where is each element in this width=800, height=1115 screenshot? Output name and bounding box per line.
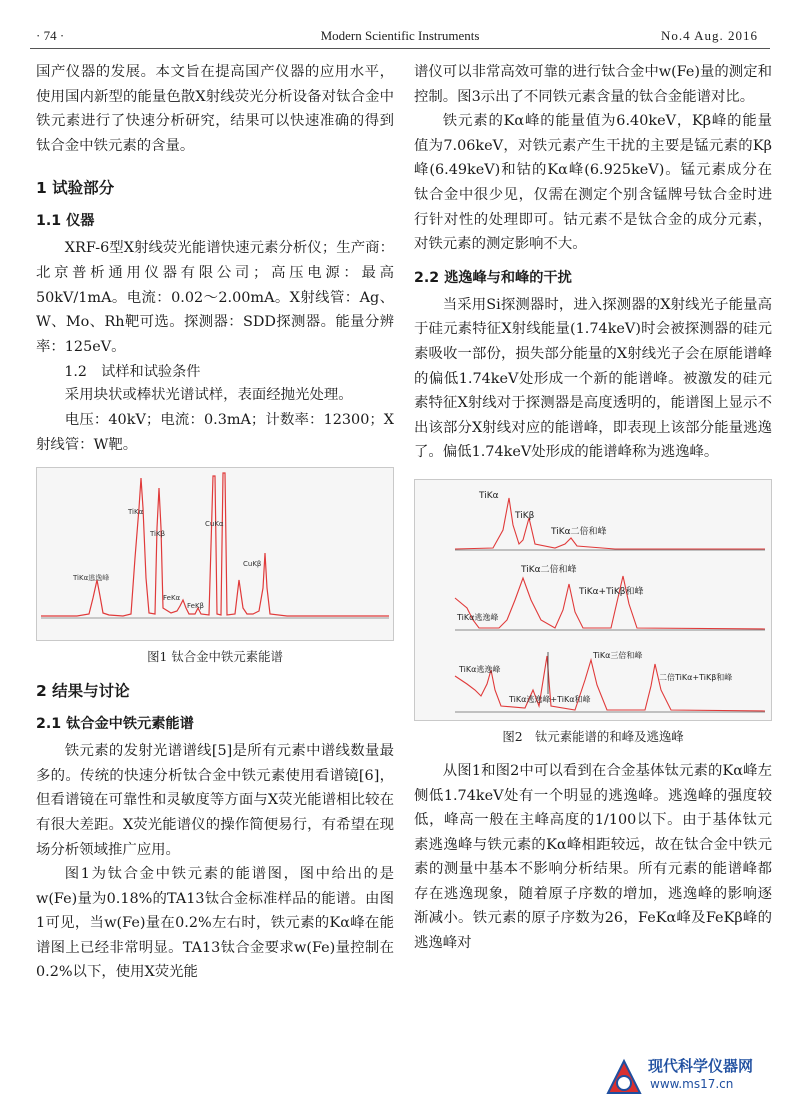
section-1-heading: 1 试验部分 bbox=[36, 179, 115, 198]
section-1-1-heading: 1.1 仪器 bbox=[36, 213, 95, 230]
fe-lines-paragraph: 铁元素的发射光谱谱线[5]是所有元素中谱线数量最多的。传统的快速分析钛合金中铁元素使用看谱镜[6]，但看谱镜在可靠性和灵敏度等方面与X荧光能谱相比较在有很大差距。X荧光能谱仪的操作简便易行，有希望在现场分析领域推广应用。 bbox=[36, 743, 394, 858]
right-column bbox=[414, 60, 772, 956]
fig2-p3-escsum: TiKα逃逸峰+TiKα和峰 bbox=[509, 694, 591, 704]
section-1-2-heading: 1.2 试样和试验条件 bbox=[64, 364, 201, 381]
fig1-label-cukb: CuKβ bbox=[243, 560, 262, 569]
fig1-label-tika: TiKα bbox=[128, 508, 144, 517]
fig2-panel1-line bbox=[455, 498, 765, 549]
fig1-label-tikb: TiKβ bbox=[150, 530, 166, 539]
page-header bbox=[30, 26, 770, 48]
continuation-paragraph: 谱仪可以非常高效可靠的进行钛合金中w(Fe)量的测定和控制。图3示出了不同铁元素含量的钛合金能谱对比。 bbox=[414, 64, 772, 105]
issue-info: No.4 Aug. 2016 bbox=[660, 28, 758, 43]
fig1-spectrum-line bbox=[41, 473, 389, 616]
left-column bbox=[36, 60, 394, 985]
header-rule bbox=[30, 48, 770, 49]
fig2-p3-esc: TiKα逃逸峰 bbox=[459, 664, 501, 674]
fig2-p1-sum2: TiKα二倍和峰 bbox=[551, 526, 607, 537]
figure-2-spectra bbox=[415, 480, 771, 720]
peak-energy-paragraph: 铁元素的Kα峰的能量值为6.40keV，Kβ峰的能量值为7.06keV，对铁元素产生干扰的主要是锰元素的Kβ峰(6.49keV)和钴的Kα峰(6.925keV)。锰元素成分在钛合金中很少见，仅需在测定个别含锰牌号钛合金时进行针对性的处理即可。钴元素不是钛合金的成分元素，对铁元素的测定影响不大。 bbox=[414, 113, 772, 253]
fig2-p1-tika: TiKα bbox=[479, 490, 499, 501]
fig1-label-escape: TiKα逃逸峰 bbox=[73, 574, 110, 583]
section-2-2-heading: 2.2 逃逸峰与和峰的干扰 bbox=[414, 269, 572, 286]
fe-spectrum-paragraph: 图1为钛合金中铁元素的能谱图，图中给出的是w(Fe)量为0.18%的TA13钛合金标准样品的能谱。由图1可见，当w(Fe)量在0.2%左右时，铁元素的Kα峰在能谱图上已经非常明显。TA13钛合金要求w(Fe)量控制在0.2%以下，使用X荧光能 bbox=[36, 866, 394, 981]
fig2-p2-sumab: TiKα+TiKβ和峰 bbox=[579, 586, 644, 597]
conclusion-paragraph: 从图1和图2中可以看到在合金基体钛元素的Kα峰左侧低1.74keV处有一个明显的逃逸峰。逃逸峰的强度较低，峰高一般在主峰高度的1/100以下。由于基体钛元素逃逸峰与铁元素的Kα峰相距较远，故在钛合金中铁元素的测量中基本不影响分析结果。所有元素的能谱峰都存在逃逸现象，随着原子序数的增加，逃逸峰的影响逐渐减小。铁元素的原子序数为26，FeKα峰及FeKβ峰的逃逸峰对 bbox=[414, 762, 772, 952]
journal-title: Modern Scientific Instruments bbox=[320, 28, 480, 43]
intro-paragraph: 国产仪器的发展。本文旨在提高国产仪器的应用水平，使用国内新型的能量色散X射线荧光分析设备对钛合金中铁元素进行了快速分析研究，结果可以快速准确的得到钛合金中铁元素的含量。 bbox=[36, 64, 394, 154]
section-2-heading: 2 结果与讨论 bbox=[36, 682, 130, 701]
fig2-p3-sum2b: 二倍TiKα+TiKβ和峰 bbox=[659, 672, 733, 682]
page-number: · 74 · bbox=[36, 28, 65, 43]
logo-url: www.ms17.cn bbox=[650, 1077, 734, 1091]
sample-paragraph: 采用块状或棒状光谱试样，表面经抛光处理。 bbox=[64, 387, 353, 404]
fig2-panel3-line bbox=[455, 656, 765, 711]
fig2-p2-esc: TiKα逃逸峰 bbox=[457, 612, 499, 622]
fig1-label-fekb: FeKβ bbox=[187, 602, 205, 611]
figure-1-caption: 图1 钛合金中铁元素能谱 bbox=[147, 649, 283, 665]
figure-2-caption: 图2 钛元素能谱的和峰及逃逸峰 bbox=[502, 728, 684, 744]
section-2-1-heading: 2.1 钛合金中铁元素能谱 bbox=[36, 716, 194, 733]
figure-1 bbox=[36, 467, 394, 641]
figure-1-spectrum bbox=[37, 468, 393, 640]
fig2-p2-sum2: TiKα二倍和峰 bbox=[521, 564, 577, 575]
logo-title: 现代科学仪器网 bbox=[648, 1057, 754, 1075]
escape-peak-paragraph: 当采用Si探测器时，进入探测器的X射线光子能量高于硅元素特征X射线能量(1.74keV)时会被探测器的硅元素吸收一部份，损失部分能量的X射线光子会在原能谱峰的偏低1.74keV处形成一个新的能谱峰。被激发的硅元素特征X射线对于探测器是高度透明的，能谱图上显示不出该部分X射线对应的能谱峰，即表现上该部分能量逃逸了。偏低1.74keV处形成的能谱峰称为逃逸峰。 bbox=[414, 296, 772, 461]
instrument-paragraph: XRF-6型X射线荧光能谱快速元素分析仪；生产商：北京普析通用仪器有限公司；高压电源：最高50kV/1mA。电流：0.02～2.00mA。X射线管：Ag、W、Mo、Rh靶可选。探测器：SDD探测器。能量分辨率：125eV。 bbox=[36, 240, 394, 355]
fig2-p3-sum3: TiKα三倍和峰 bbox=[593, 650, 643, 660]
site-logo bbox=[602, 1049, 772, 1101]
conditions-paragraph: 电压：40kV；电流：0.3mA；计数率：12300；X射线管：W靶。 bbox=[36, 411, 394, 453]
magnifier-logo-icon bbox=[602, 1053, 646, 1097]
figure-2 bbox=[414, 479, 772, 721]
fig1-label-cuka: CuKα bbox=[205, 520, 224, 529]
fig1-label-feka: FeKα bbox=[163, 594, 181, 603]
fig2-p1-tikb: TiKβ bbox=[515, 510, 535, 521]
fig2-panel2-line bbox=[455, 576, 765, 629]
